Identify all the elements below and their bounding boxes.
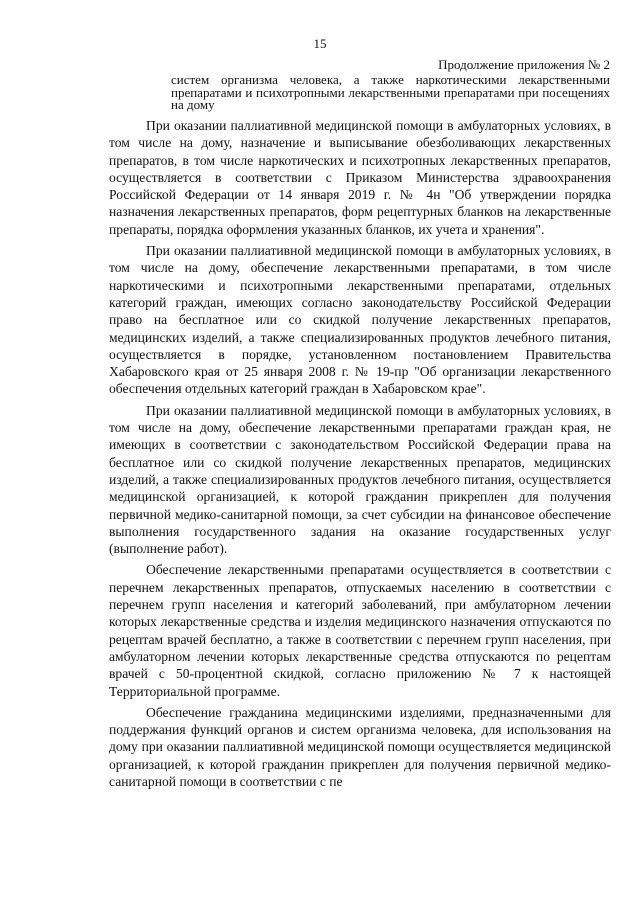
paragraph-5: Обеспечение гражданина медицинскими изделиями, предназначенными для поддержания функций органов и систем организма человека, для использования на дому при оказании паллиативной медицинской помощи осуществляется медицинской организацией, к которой гражданин прикреплен для получения первичной медико-санитарной помощи в соответствии с пе — [109, 704, 611, 789]
paragraph-1: При оказании паллиативной медицинской помощи в амбулаторных условиях, в том числе на дому, назначение и выписывание обезболивающих лекарственных препаратов, в том числе наркотических и психотропных лекарственных препаратов, осуществляется в соответствии с Приказом Министерства здравоохранения Российской Федерации от 14 января 2019 г. № 4н "Об утверждении порядка назначения лекарственных препаратов, форм рецептурных бланков на лекарственные препараты, порядка оформления указанных бланков, их учета и хранения". — [109, 118, 611, 237]
appendix-continuation-label: Продолжение приложения № 2 — [438, 57, 610, 72]
paragraph-4: Обеспечение лекарственными препаратами осуществляется в соответствии с перечнем лекарственных препаратов, отпускаемых населению в соответствии с перечнем групп населения и категорий заболеваний, при амбулаторном лечении которых лекарственные средства и изделия медицинского назначения отпускаются по рецептам врачей бесплатно, а также в соответствии с перечнем групп населения, при амбулаторном лечении которых лекарственные средства отпускаются по рецептам врачей с 50-процентной скидкой, согласно приложению № 7 к настоящей Территориальной программе. — [109, 562, 611, 699]
paragraph-3: При оказании паллиативной медицинской помощи в амбулаторных условиях, в том числе на дому, обеспечение лекарственными препаратами граждан края, не имеющих в соответствии с законодательством Российской Федерации права на бесплатное или со скидкой получение лекарственных препаратов, медицинских изделий, а также специализированных продуктов лечебного питания, осуществляется медицинской организацией, к которой гражданин прикреплен для получения первичной медико-санитарной помощи, за счет субсидии на финансовое обеспечение выполнения государственного задания на оказание государственных услуг (выполнение работ). — [109, 402, 611, 557]
page-number: 15 — [313, 36, 327, 51]
body-text — [109, 117, 611, 794]
heading-continuation-text: систем организма человека, а также наркотическими лекарственными препаратами и психотропными лекарственными препаратами при посещениях на дому — [171, 72, 610, 112]
paragraph-2: При оказании паллиативной медицинской помощи в амбулаторных условиях, в том числе на дому, обеспечение лекарственными препаратами, в том числе наркотическими и психотропными лекарственными препаратами, отдельных категорий граждан, имеющих согласно законодательству Российской Федерации право на бесплатное или со скидкой получение лекарственных препаратов, медицинских изделий, а также специализированных продуктов лечебного питания, осуществляется в порядке, установленном постановлением Правительства Хабаровского края от 25 января 2008 г. № 19-пр "Об организации лекарственного обеспечения отдельных категорий граждан в Хабаровском крае". — [109, 243, 611, 397]
